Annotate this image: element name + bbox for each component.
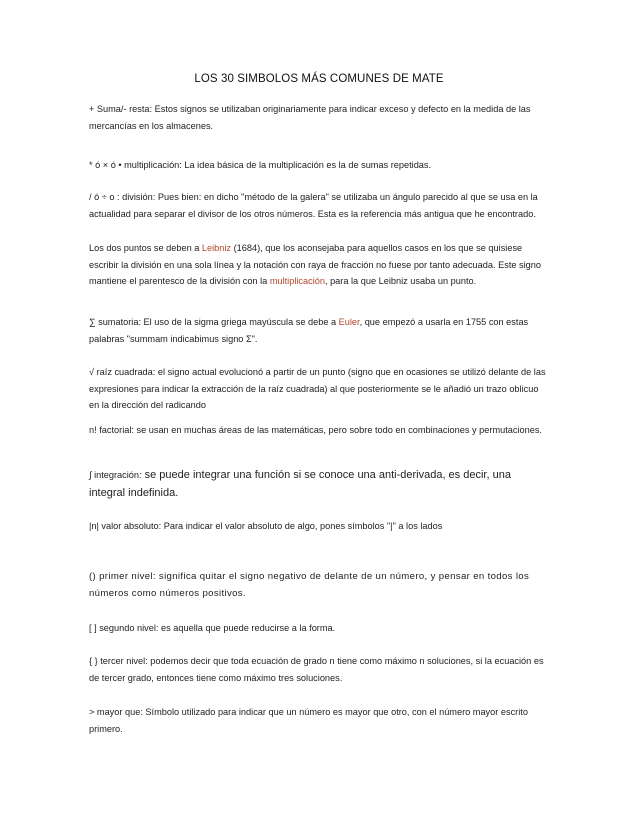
page-title: LOS 30 SIMBOLOS MÁS COMUNES DE MATE — [194, 73, 444, 85]
paragraph-mayor-que: > mayor que: Símbolo utilizado para indicar que un número es mayor que otro, con el número mayor escrito primero. — [89, 707, 528, 734]
integracion-rest: se puede integrar una función si se conoce una anti-derivada, es decir, una integral indefinida. — [89, 469, 511, 499]
paragraph-primer-nivel: () primer nivel: significa quitar el signo negativo de delante de un número, y pensar en todos los números como números positivos. — [89, 571, 530, 599]
leibniz-text-before: Los dos puntos se deben a — [89, 243, 202, 253]
leibniz-text-middle: (1684), que los aconsejaba para aquellos casos en los que se quisiese escribir la división en una sola línea y la notación con raya de fracción no fuese por tanto adecuada. Este signo mantiene el parentesco de la división con la — [89, 243, 541, 286]
integracion-lead: ∫ integración: — [89, 470, 142, 480]
paragraph-integracion — [89, 466, 549, 502]
paragraph-sumatoria — [89, 314, 549, 347]
paragraph-tercer-nivel: { } tercer nivel: podemos decir que toda ecuación de grado n tiene como máximo n soluciones, si la ecuación es de tercer grado, entonces tiene como máximo tres soluciones. — [89, 656, 544, 683]
paragraph-valor-absoluto: |n| valor absoluto: Para indicar el valor absoluto de algo, pones símbolos "|" a los lados — [89, 521, 443, 531]
paragraph-multiplicacion: * ó × ó • multiplicación: La idea básica de la multiplicación es la de sumas repetidas. — [89, 160, 432, 170]
euler-link[interactable]: Euler — [338, 317, 360, 327]
paragraph-segundo-nivel: [ ] segundo nivel: es aquella que puede reducirse a la forma. — [89, 623, 336, 633]
paragraph-factorial: n! factorial: se usan en muchas áreas de las matemáticas, pero sobre todo en combinaciones y permutaciones. — [89, 425, 542, 435]
paragraph-suma-resta: + Suma/- resta: Estos signos se utilizaban originariamente para indicar exceso y defecto en la medida de las mercancías en los almacenes. — [89, 104, 531, 131]
paragraph-raiz-cuadrada: √ raíz cuadrada: el signo actual evolucionó a partir de un punto (signo que en ocasiones se utilizó delante de las expresiones para indicar la extracción de la raíz cuadrada) al que posteriormente se le añadió un trazo oblicuo en la dirección del radicando — [89, 367, 546, 410]
paragraph-leibniz — [89, 240, 549, 290]
sumatoria-text-after: , que empezó a usarla en 1755 con estas palabras "summam indicabimus signo Σ". — [89, 317, 529, 344]
leibniz-link[interactable]: Leibniz — [201, 243, 232, 253]
leibniz-text-after: , para la que Leibniz usaba un punto. — [324, 276, 477, 286]
sumatoria-text-before: ∑ sumatoria: El uso de la sigma griega mayúscula se debe a — [89, 317, 339, 327]
multiplicacion-link[interactable]: multiplicación — [269, 276, 325, 286]
paragraph-division: / ó ÷ o : división: Pues bien: en dicho "método de la galera" se utilizaba un ángulo parecido al que se usa en la actualidad para separar el divisor de los otros números. Esta es la referencia más antigua que he encontrado. — [89, 192, 538, 219]
